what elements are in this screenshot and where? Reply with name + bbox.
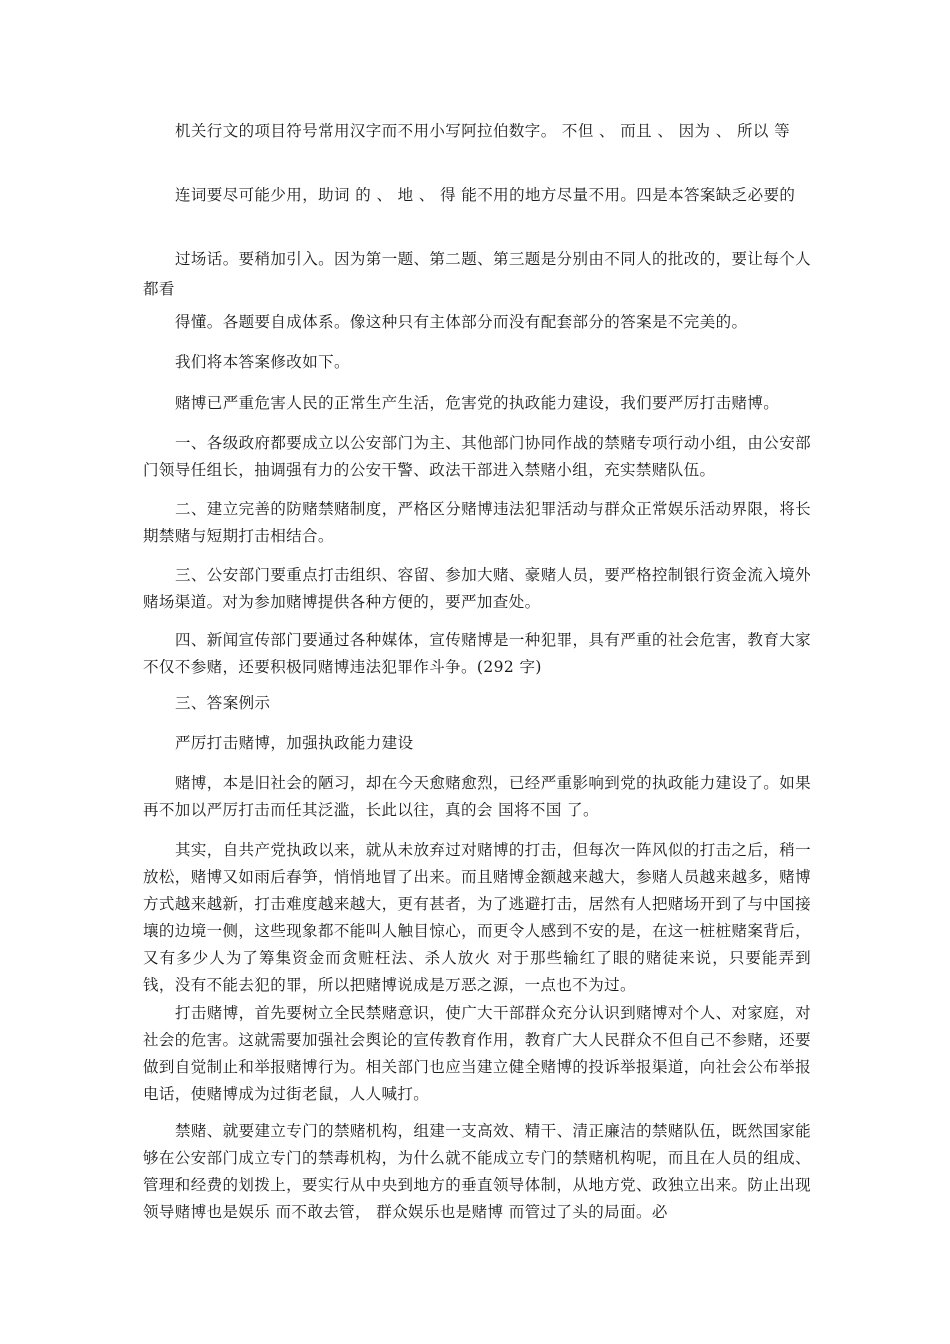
paragraph-16: 禁赌、就要建立专门的禁赌机构，组建一支高效、精干、清正廉洁的禁赌队伍，既然国家能够在公安部门成立专门的禁毒机构，为什么就不能成立专门的禁赌机构呢，而且在人员的组成、管理和经费的划拨上，要实行从中央到地方的垂直领导体制，从地方党、政独立出来。防止出现 领导赌博也是娱乐 而不敢去管， 群众娱乐也是赌博 而管过了头的局面。必 (143, 1122, 812, 1221)
paragraph-8: 二、建立完善的防赌禁赌制度，严格区分赌博违法犯罪活动与群众正常娱乐活动界限，将长期禁赌与短期打击相结合。 (143, 500, 812, 545)
paragraph-2: 连词要尽可能少用，助词 的 、 地 、 得 能不用的地方尽量不用。四是本答案缺乏必要的 (175, 186, 796, 204)
paragraph-9: 三、公安部门要重点打击组织、容留、参加大赌、豪赌人员，要严格控制银行资金流入境外赌场渠道。对为参加赌博提供各种方便的，要严加查处。 (143, 566, 812, 611)
paragraph-7: 一、各级政府都要成立以公安部门为主、其他部门协同作战的禁赌专项行动小组，由公安部门领导任组长，抽调强有力的公安干警、政法干部进入禁赌小组，充实禁赌队伍。 (143, 434, 812, 479)
paragraph-13: 赌博，本是旧社会的陋习，却在今天愈赌愈烈，已经严重影响到党的执政能力建设了。如果再不加以严厉打击而任其泛滥，长此以往，真的会 国将不国 了。 (143, 774, 812, 819)
paragraph-4: 得懂。各题要自成体系。像这种只有主体部分而没有配套部分的答案是不完美的。 (175, 313, 748, 331)
paragraph-6: 赌博已严重危害人民的正常生产生活，危害党的执政能力建设，我们要严厉打击赌博。 (175, 394, 780, 412)
paragraph-15: 打击赌博，首先要树立全民禁赌意识，使广大干部群众充分认识到赌博对个人、对家庭，对社会的危害。这就需要加强社会舆论的宣传教育作用，教育广大人民群众不但自己不参赌，还要做到自觉制止和举报赌博行为。相关部门也应当建立健全赌博的投诉举报渠道，向社会公布举报电话，使赌博成为过街老鼠，人人喊打。 (143, 1004, 812, 1103)
paragraph-3: 过场话。要稍加引入。因为第一题、第二题、第三题是分别由不同人的批改的，要让每个人都看 (143, 250, 812, 298)
essay-title: 严厉打击赌博，加强执政能力建设 (175, 734, 414, 752)
section-heading: 三、答案例示 (175, 694, 271, 712)
paragraph-5: 我们将本答案修改如下。 (175, 353, 350, 371)
paragraph-14: 其实，自共产党执政以来，就从未放弃过对赌博的打击，但每次一阵风似的打击之后，稍一放松，赌博又如雨后春笋，悄悄地冒了出来。而且赌博金额越来越大，参赌人员越来越多，赌博方式越来越新，打击难度越来越大，更有甚者，为了逃避打击，居然有人把赌场开到了与中国接壤的边境一侧，这些现象都不能叫人触目惊心，而更令人感到不安的是，在这一桩桩赌案背后，又有多少人为了筹集资金而贪赃枉法、杀人放火 对于那些输红了眼的赌徒来说，只要能弄到钱，没有不能去犯的罪，所以把赌博说成是万恶之源，一点也不为过。 (143, 841, 812, 994)
paragraph-10: 四、新闻宣传部门要通过各种媒体，宣传赌博是一种犯罪，具有严重的社会危害，教育大家不仅不参赌，还要积极同赌博违法犯罪作斗争。(292 字) (143, 631, 812, 676)
paragraph-1: 机关行文的项目符号常用汉字而不用小写阿拉伯数字。 不但 、 而且 、 因为 、 所以 等 (175, 122, 791, 140)
